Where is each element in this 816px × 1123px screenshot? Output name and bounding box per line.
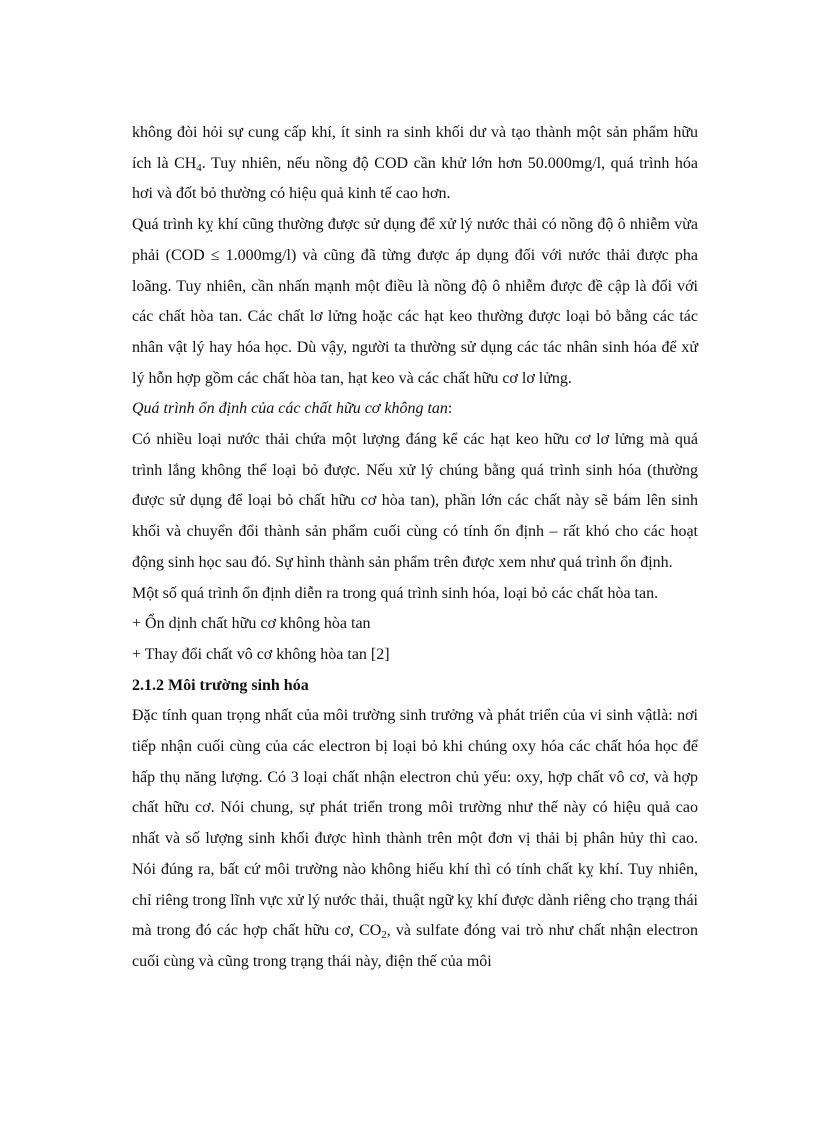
paragraph-environment-text-a: Đặc tính quan trọng nhất của môi trường sinh trưởng và phát triển của vi sinh vậtlà: nơi tiếp nhận cuối cùng của các electron bị loại bỏ khi chúng oxy hóa các chất hóa học để hấp thụ năng lượng. Có 3 loại chất nhận electron chủ yếu: oxy, hợp chất vô cơ, và hợp chất hữu cơ. Nói chung, sự phát triển trong môi trường như thế này có hiệu quả cao nhất và số lượng sinh khối được hình thành trên một đơn vị thải bị phân hủy thì cao. Nói đúng ra, bất cứ môi trường nào không hiếu khí thì có tính chất kỵ khí. Tuy nhiên, chỉ riêng trong lĩnh vực xử lý nước thải, thuật ngữ kỵ khí được dành riêng cho trạng thái mà trong đó các hợp chất hữu cơ, CO [132,707,698,940]
paragraph-environment-text-b: , và sulfate đóng vai trò như chất nhận electron cuối cùng và cũng trong trạng thái này, điện thế của môi [132,922,699,970]
list-item: + Ổn dịnh chất hữu cơ không hòa tan [132,615,371,633]
paragraph-intro [132,118,698,210]
document-page [132,118,698,978]
subheading-colon: : [447,400,453,418]
paragraph-environment [132,701,698,977]
list-item: + Thay đổi chất vô cơ không hòa tan [2] [132,645,390,663]
paragraph-anaerobic: Quá trình kỵ khí cũng thường được sử dụng để xử lý nước thải có nồng độ ô nhiễm vừa phải (COD ≤ 1.000mg/l) và cũng đã từng được áp dụng đối với nước thải được pha loãng. Tuy nhiên, cần nhấn mạnh một điều là nồng độ ô nhiễm được đề cập là đối với các chất hòa tan. Các chất lơ lửng hoặc các hạt keo thường được loại bỏ bằng các tác nhân vật lý hay hóa học. Dù vậy, người ta thường sử dụng các tác nhân sinh hóa để xử lý hỗn hợp gồm các chất hòa tan, hạt keo và các chất hữu cơ lơ lửng. [132,216,698,387]
paragraph-colloids: Có nhiều loại nước thải chứa một lượng đáng kể các hạt keo hữu cơ lơ lửng mà quá trình lắng không thể loại bỏ được. Nếu xử lý chúng bằng quá trình sinh hóa (thường được sử dụng để loại bỏ chất hữu cơ hòa tan), phần lớn các chất này sẽ bám lên sinh khối và chuyển đổi thành sản phẩm cuối cùng có tính ổn định – rất khó cho các hoạt động sinh học sau đó. Sự hình thành sản phẩm trên được xem như quá trình ổn định. [132,431,698,571]
subheading-stabilization-text: Quá trình ổn định của các chất hữu cơ không tan [132,400,448,418]
paragraph-intro-text-b: . Tuy nhiên, nếu nồng độ COD cần khử lớn hơn 50.000mg/l, quá trình hóa hơi và đốt bỏ thường có hiệu quả kinh tế cao hơn. [132,154,698,203]
subscript-4: 4 [196,161,202,174]
section-heading: 2.1.2 Môi trường sinh hóa [132,676,309,694]
subheading-stabilization [132,394,698,425]
subscript-2: 2 [381,929,387,942]
paragraph-intro-text-a: không đòi hỏi sự cung cấp khí, ít sinh ra sinh khối dư và tạo thành một sản phẩm hữu ích là CH [132,124,698,172]
paragraph-stabilization-summary: Một số quá trình ổn định diễn ra trong quá trình sinh hóa, loại bỏ các chất hòa tan. [132,584,659,602]
